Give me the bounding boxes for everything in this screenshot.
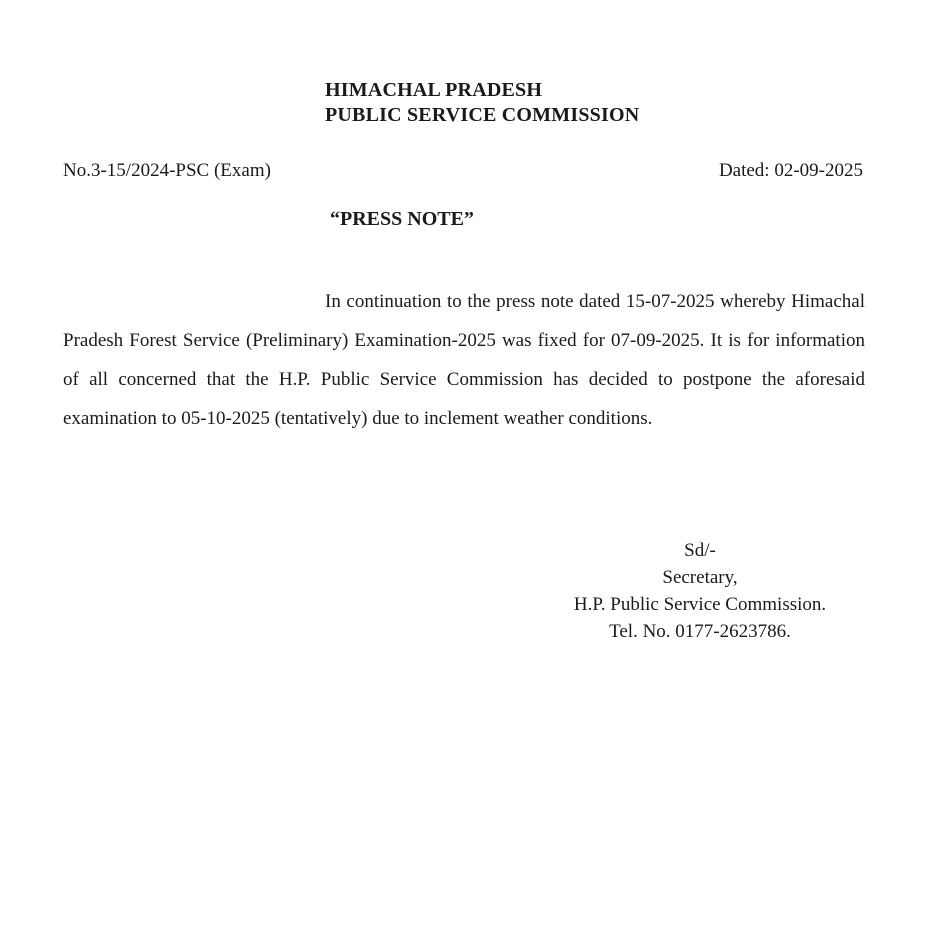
signature-block xyxy=(480,537,920,645)
org-name-line-1: HIMACHAL PRADESH xyxy=(325,79,543,101)
document-date: Dated: 02-09-2025 xyxy=(718,160,863,181)
org-name-line-2: PUBLIC SERVICE COMMISSION xyxy=(325,104,640,126)
office-telephone: Tel. No. 0177-2623786. xyxy=(609,621,791,642)
signatory-office: H.P. Public Service Commission. xyxy=(573,594,827,615)
organization-header xyxy=(325,78,639,128)
reference-number: No.3-15/2024-PSC (Exam) xyxy=(63,160,271,181)
press-note-title: “PRESS NOTE” xyxy=(330,208,474,230)
signatory-designation: Secretary, xyxy=(662,567,738,588)
press-note-body: In continuation to the press note dated 15-07-2025 whereby Himachal Pradesh Forest Service (Preliminary) Examination-2025 was fixed for 07-09-2025. It is for information of all concerned that the H.P. Public Service Commission has decided to postpone the aforesaid examination to 05-10-2025 (tentatively) due to inclement weather conditions. xyxy=(63,291,865,429)
signature-sd: Sd/- xyxy=(684,540,716,561)
